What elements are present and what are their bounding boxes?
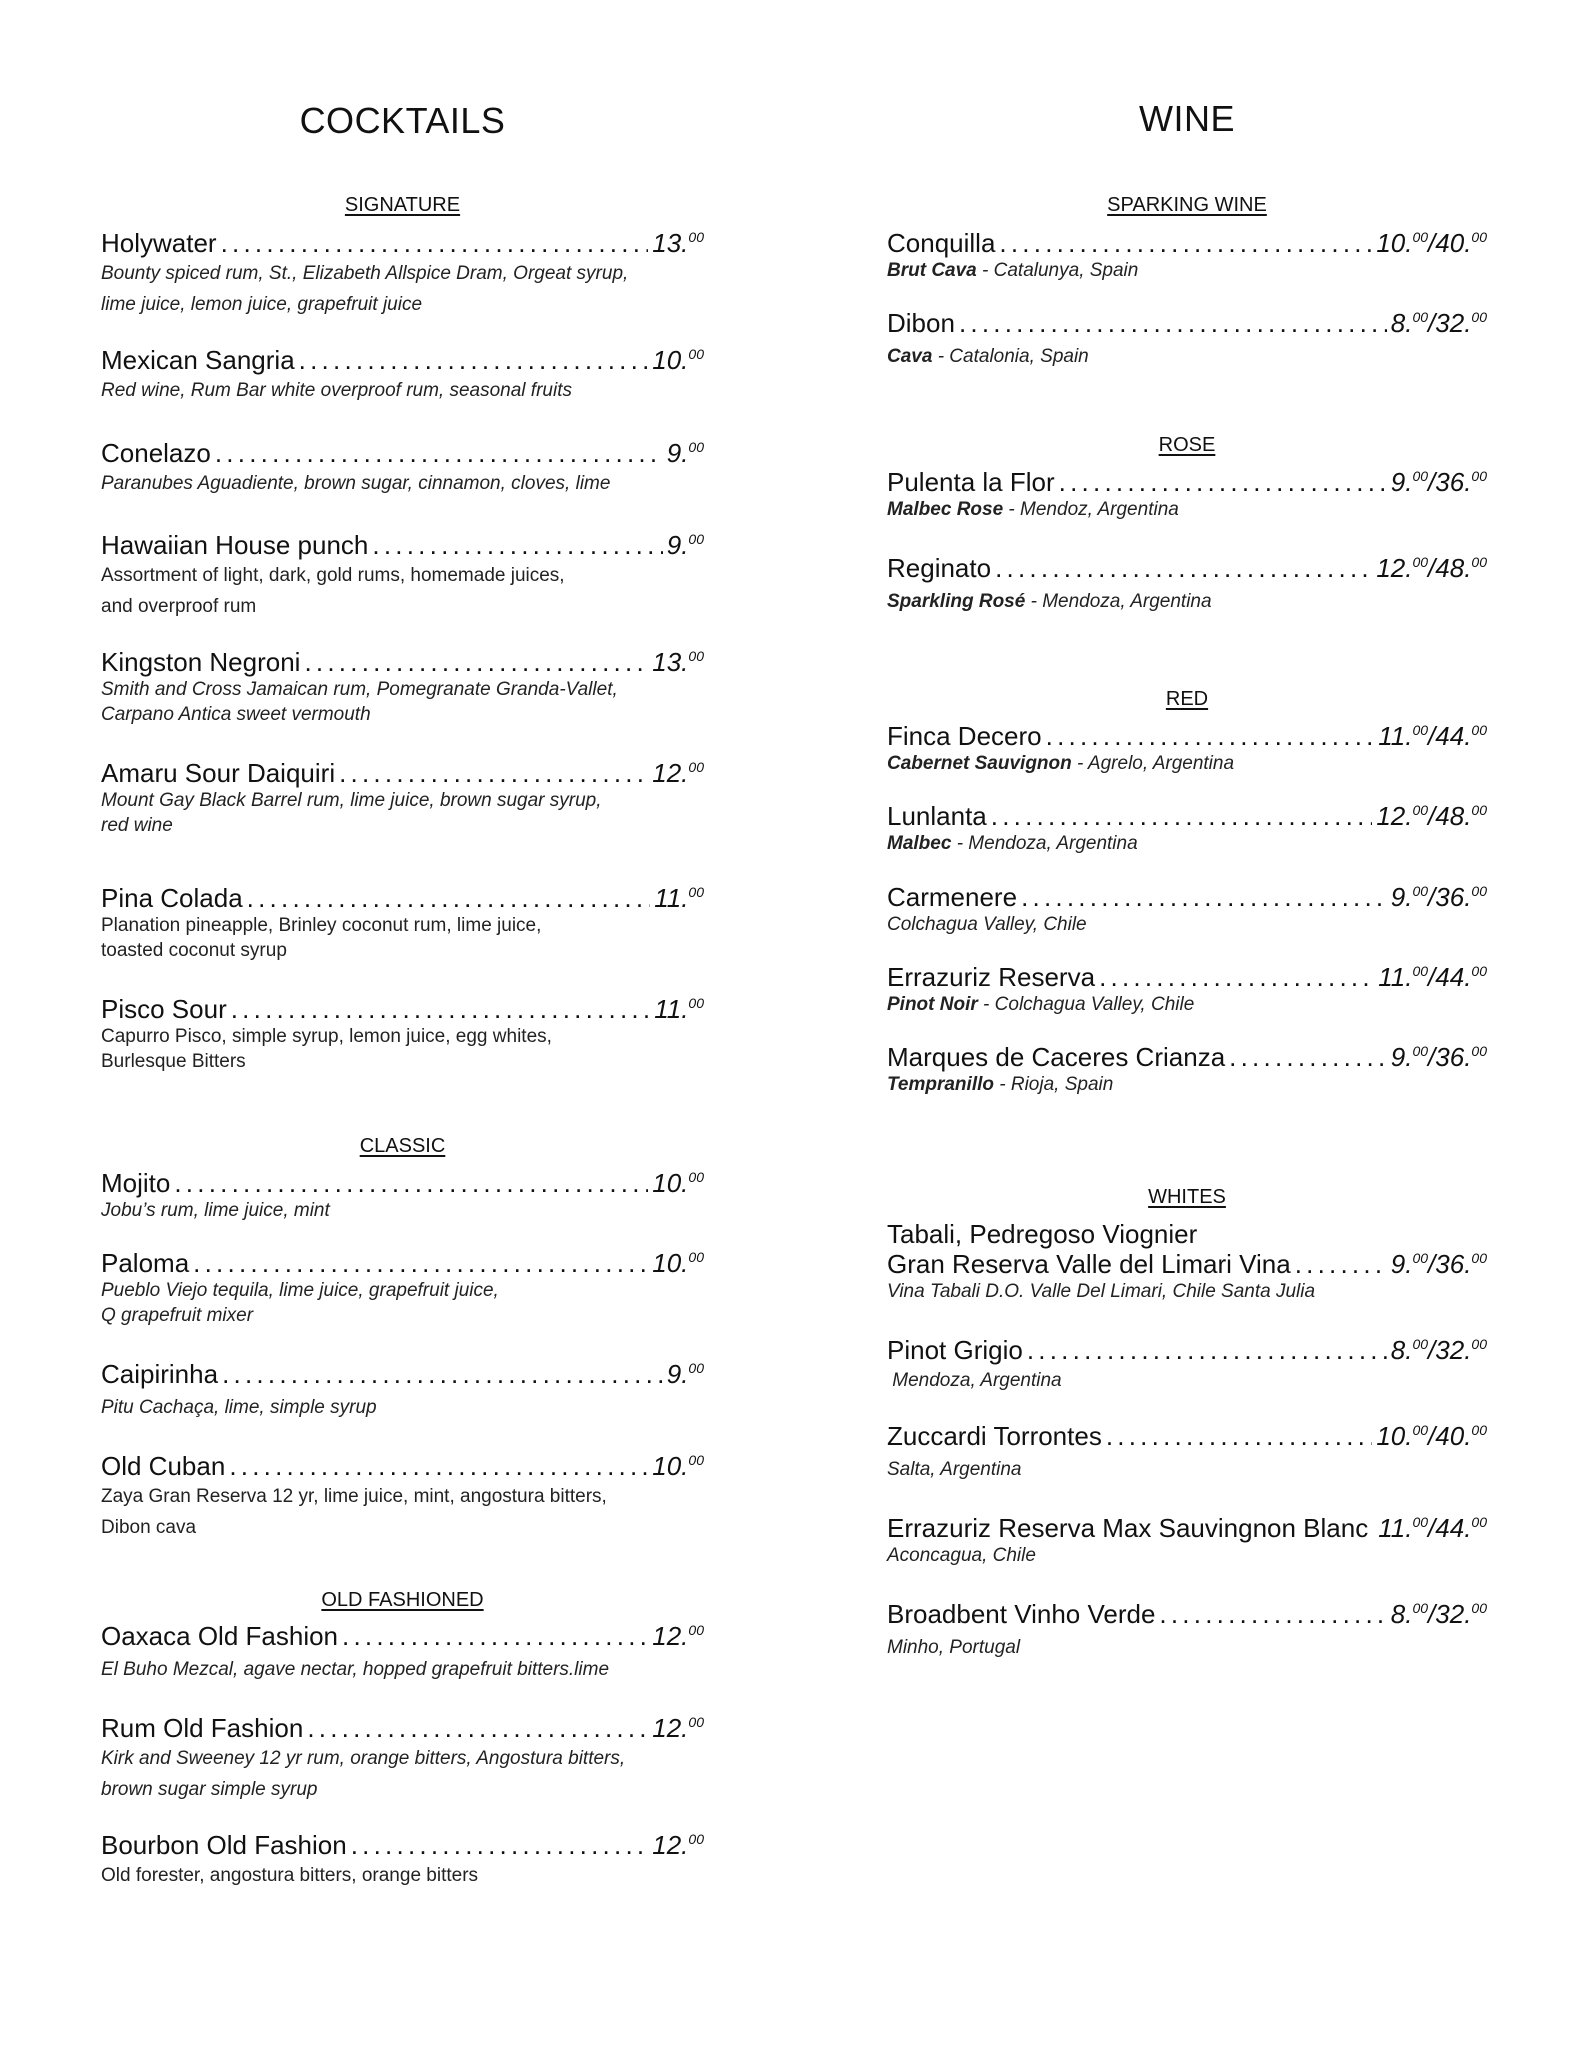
item-price: 10.00 — [652, 1451, 704, 1481]
item-description: Bounty spiced rum, St., Elizabeth Allspice Dram, Orgeat syrup, — [101, 263, 629, 284]
item-name: Hawaiian House punch — [101, 530, 369, 560]
red-section-title: RED — [1165, 688, 1209, 710]
leader-dots — [299, 345, 649, 375]
item-description: Cava - Catalonia, Spain — [887, 346, 1089, 367]
item-description: Brut Cava - Catalunya, Spain — [887, 260, 1139, 281]
leader-dots — [247, 883, 651, 913]
item-description: Dibon cava — [101, 1517, 197, 1538]
leader-dots — [1027, 1335, 1387, 1365]
item-name: Pinot Grigio — [887, 1335, 1023, 1365]
menu-item-oaxaca-old-fashion — [101, 1621, 704, 1685]
item-price: 12.00 — [652, 1621, 704, 1651]
item-price: 12.00 — [652, 1830, 704, 1860]
leader-dots — [339, 758, 648, 788]
item-price: 12.00 — [652, 758, 704, 788]
wine-item-errazuriz-reserva — [887, 962, 1487, 1017]
item-price: 9.00/36.00 — [1390, 1249, 1487, 1279]
leader-dots — [1372, 1513, 1374, 1543]
item-description: Vina Tabali D.O. Valle Del Limari, Chile Santa Julia — [887, 1281, 1316, 1302]
item-description: brown sugar simple syrup — [101, 1779, 318, 1800]
item-description: Smith and Cross Jamaican rum, Pomegranate Granda-Vallet, — [101, 679, 618, 700]
menu-item-bourbon-old-fashion — [101, 1830, 704, 1891]
leader-dots — [959, 308, 1387, 338]
wine-item-marques-de-caceres — [887, 1042, 1487, 1097]
leader-dots — [193, 1248, 648, 1278]
item-price: 10.00 — [652, 1168, 704, 1198]
leader-dots — [1106, 1421, 1372, 1451]
old-fashioned-section-title: OLD FASHIONED — [321, 1589, 484, 1611]
wine-item-reginato — [887, 553, 1487, 617]
menu-item-amaru-sour-daiquiri — [101, 758, 704, 838]
item-description: Carpano Antica sweet vermouth — [101, 704, 371, 725]
whites-section-title: WHITES — [1148, 1186, 1226, 1208]
leader-dots — [221, 228, 649, 258]
item-description: toasted coconut syrup — [101, 940, 287, 961]
item-price: 11.00 — [654, 883, 704, 913]
wine-item-errazuriz-max-sauvignon — [887, 1513, 1487, 1568]
item-price: 11.00/44.00 — [1378, 721, 1487, 751]
item-name: Marques de Caceres Crianza — [887, 1042, 1226, 1072]
item-description: Zaya Gran Reserva 12 yr, lime juice, mint, angostura bitters, — [101, 1486, 607, 1507]
item-description: Capurro Pisco, simple syrup, lemon juice, egg whites, — [101, 1026, 552, 1047]
item-price: 12.00/48.00 — [1376, 801, 1487, 831]
wine-item-pulenta-la-flor — [887, 467, 1487, 522]
item-price: 9.00/36.00 — [1390, 467, 1487, 497]
menu-item-old-cuban — [101, 1451, 704, 1543]
leader-dots — [1059, 467, 1387, 497]
item-price: 12.00 — [652, 1713, 704, 1743]
item-name: Mexican Sangria — [101, 345, 295, 375]
item-price: 13.00 — [652, 228, 704, 258]
wine-item-zuccardi-torrontes — [887, 1421, 1487, 1485]
item-name: Errazuriz Reserva Max Sauvingnon Blanc — [887, 1513, 1369, 1543]
leader-dots — [351, 1830, 649, 1860]
item-name: Pina Colada — [101, 883, 243, 913]
item-name: Pulenta la Flor — [887, 467, 1055, 497]
menu-item-pisco-sour — [101, 994, 704, 1074]
item-price: 12.00/48.00 — [1376, 553, 1487, 583]
item-description: Planation pineapple, Brinley coconut rum, lime juice, — [101, 915, 542, 936]
item-name: Bourbon Old Fashion — [101, 1830, 347, 1860]
item-description: Sparkling Rosé - Mendoza, Argentina — [887, 591, 1212, 612]
leader-dots — [995, 553, 1372, 583]
item-description: Aconcagua, Chile — [887, 1545, 1036, 1566]
leader-dots — [1229, 1042, 1387, 1072]
item-description: Minho, Portugal — [887, 1637, 1021, 1658]
wine-item-dibon — [887, 308, 1487, 372]
leader-dots — [307, 1713, 648, 1743]
item-name: Mojito — [101, 1168, 171, 1198]
item-name: Gran Reserva Valle del Limari Vina — [887, 1249, 1291, 1279]
item-description: Q grapefruit mixer — [101, 1305, 254, 1326]
wine-item-conquilla — [887, 228, 1487, 283]
item-price: 9.00/36.00 — [1390, 1042, 1487, 1072]
menu-item-caipirinha — [101, 1359, 704, 1423]
item-price: 9.00 — [666, 530, 704, 560]
leader-dots — [215, 438, 663, 468]
item-price: 8.00/32.00 — [1390, 1599, 1487, 1629]
item-name: Rum Old Fashion — [101, 1713, 304, 1743]
item-price: 8.00/32.00 — [1390, 1335, 1487, 1365]
item-name: Pisco Sour — [101, 994, 227, 1024]
item-name: Old Cuban — [101, 1451, 226, 1481]
item-name: Reginato — [887, 553, 992, 583]
item-name: Dibon — [887, 308, 955, 338]
menu-item-pina-colada — [101, 883, 704, 963]
item-price: 10.00 — [652, 345, 704, 375]
wine-item-pinot-grigio — [887, 1335, 1487, 1396]
item-price: 11.00 — [654, 994, 704, 1024]
item-description: and overproof rum — [101, 596, 257, 617]
item-price: 9.00/36.00 — [1390, 882, 1487, 912]
item-description: Malbec - Mendoza, Argentina — [887, 833, 1138, 854]
item-description: Jobu’s rum, lime juice, mint — [101, 1200, 330, 1221]
item-description: El Buho Mezcal, agave nectar, hopped grapefruit bitters.lime — [101, 1659, 610, 1680]
item-description: Kirk and Sweeney 12 yr rum, orange bitters, Angostura bitters, — [101, 1748, 626, 1769]
leader-dots — [372, 530, 662, 560]
leader-dots — [231, 994, 650, 1024]
wine-title: WINE — [1139, 98, 1235, 139]
item-description: Tempranillo - Rioja, Spain — [887, 1074, 1114, 1095]
item-name: Conelazo — [101, 438, 211, 468]
menu-item-paloma — [101, 1248, 704, 1328]
item-description: Pueblo Viejo tequila, lime juice, grapefruit juice, — [101, 1280, 499, 1301]
menu-item-mojito — [101, 1168, 704, 1223]
menu-item-holywater — [101, 228, 704, 320]
item-description: Cabernet Sauvignon - Agrelo, Argentina — [887, 753, 1235, 774]
item-description: red wine — [101, 815, 173, 836]
wine-item-tabali — [887, 1219, 1487, 1304]
item-description: Burlesque Bitters — [101, 1051, 246, 1072]
item-price: 13.00 — [652, 647, 704, 677]
item-price: 8.00/32.00 — [1390, 308, 1487, 338]
leader-dots — [229, 1451, 648, 1481]
menu-item-hawaiian-house-punch — [101, 530, 704, 622]
item-price: 10.00 — [652, 1248, 704, 1278]
menu-item-mexican-sangria — [101, 345, 704, 406]
leader-dots — [1021, 882, 1387, 912]
item-description: Mendoza, Argentina — [887, 1370, 1062, 1391]
leader-dots — [342, 1621, 648, 1651]
item-description: lime juice, lemon juice, grapefruit juice — [101, 294, 423, 315]
item-name: Carmenere — [887, 882, 1018, 912]
item-price: 9.00 — [666, 1359, 704, 1389]
leader-dots — [1099, 962, 1374, 992]
item-name: Holywater — [101, 228, 217, 258]
signature-section-title: SIGNATURE — [344, 194, 461, 216]
leader-dots — [222, 1359, 663, 1389]
item-description: Assortment of light, dark, gold rums, homemade juices, — [101, 565, 565, 586]
item-description: Colchagua Valley, Chile — [887, 914, 1087, 935]
menu-item-conelazo — [101, 438, 704, 499]
menu-item-kingston-negroni — [101, 647, 704, 727]
wine-item-finca-decero — [887, 721, 1487, 776]
item-name: Conquilla — [887, 228, 996, 258]
item-price: 11.00/44.00 — [1378, 962, 1487, 992]
sparkling-section-title: SPARKING WINE — [1107, 194, 1267, 216]
item-description: Salta, Argentina — [887, 1459, 1022, 1480]
item-description: Paranubes Aguadiente, brown sugar, cinnamon, cloves, lime — [101, 473, 611, 494]
item-name: Zuccardi Torrontes — [887, 1421, 1102, 1451]
item-name: Lunlanta — [887, 801, 987, 831]
item-description: Red wine, Rum Bar white overproof rum, seasonal fruits — [101, 380, 572, 401]
item-description: Mount Gay Black Barrel rum, lime juice, brown sugar syrup, — [101, 790, 602, 811]
cocktails-title: COCKTAILS — [299, 100, 506, 141]
item-name: Broadbent Vinho Verde — [887, 1599, 1156, 1629]
leader-dots — [999, 228, 1372, 258]
item-description: Pitu Cachaça, lime, simple syrup — [101, 1397, 377, 1418]
item-price: 10.00/40.00 — [1376, 228, 1487, 258]
item-price: 10.00/40.00 — [1376, 1421, 1487, 1451]
item-description: Malbec Rose - Mendoz, Argentina — [887, 499, 1179, 520]
item-name: Finca Decero — [887, 721, 1042, 751]
item-name: Paloma — [101, 1248, 190, 1278]
item-price: 9.00 — [666, 438, 704, 468]
classic-section-title: CLASSIC — [359, 1135, 446, 1157]
wine-item-lunlanta — [887, 801, 1487, 856]
item-name: Amaru Sour Daiquiri — [101, 758, 336, 788]
leader-dots — [304, 647, 648, 677]
menu-item-rum-old-fashion — [101, 1713, 704, 1805]
item-name: Caipirinha — [101, 1359, 219, 1389]
item-price: 11.00/44.00 — [1378, 1513, 1487, 1543]
wine-item-broadbent-vinho-verde — [887, 1599, 1487, 1663]
leader-dots — [991, 801, 1373, 831]
item-name: Errazuriz Reserva — [887, 962, 1096, 992]
leader-dots — [174, 1168, 648, 1198]
leader-dots — [1159, 1599, 1386, 1629]
item-name: Kingston Negroni — [101, 647, 301, 677]
item-name: Tabali, Pedregoso Viognier — [887, 1219, 1198, 1249]
leader-dots — [1046, 721, 1375, 751]
item-description: Old forester, angostura bitters, orange bitters — [101, 1865, 479, 1886]
item-name: Oaxaca Old Fashion — [101, 1621, 339, 1651]
rose-section-title: ROSE — [1158, 434, 1216, 456]
leader-dots — [1295, 1249, 1387, 1279]
item-description: Pinot Noir - Colchagua Valley, Chile — [887, 994, 1195, 1015]
wine-item-carmenere — [887, 882, 1487, 937]
